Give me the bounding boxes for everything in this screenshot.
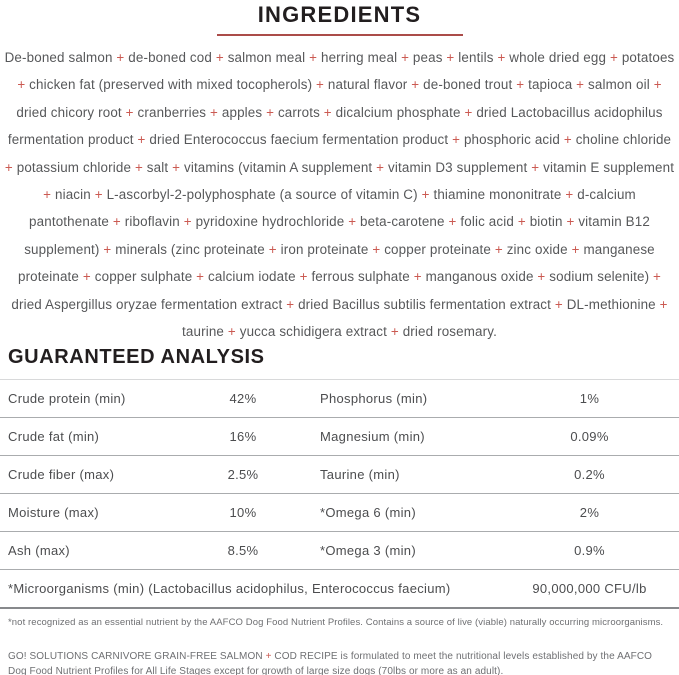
ingredient-item: potatoes [621, 50, 675, 65]
ingredient-item: natural flavor [327, 77, 408, 93]
ingredients-header [0, 0, 679, 36]
analysis-row-microorganisms [0, 570, 679, 609]
nutrient-value: 8.5% [227, 543, 259, 558]
plus-separator: + [206, 104, 222, 120]
ingredient-item: lentils [458, 50, 494, 65]
plus-separator: + [131, 159, 147, 175]
analysis-row [0, 494, 679, 532]
ingredient-item: dried Bacillus subtilis fermentation extract [298, 296, 552, 312]
plus-separator: + [4, 159, 17, 175]
plus-separator: + [490, 241, 507, 257]
plus-separator: + [192, 269, 209, 285]
nutrient-label: Moisture (max) [8, 505, 99, 520]
nutrient-label: *Microorganisms (min) (Lactobacillus acidophilus, Enterococcus faecium) [8, 581, 451, 596]
plus-separator: + [561, 187, 578, 203]
title-underline [217, 34, 463, 36]
ingredient-item: vitamin E supplement [543, 159, 675, 175]
ingredient-item: L-ascorbyl-2-polyphosphate (a source of vitamin C) [106, 187, 418, 203]
ingredient-item: apples [221, 104, 263, 120]
nutrient-value: 90,000,000 CFU/lb [532, 581, 647, 596]
ingredient-item: folic acid [460, 214, 514, 230]
nutrient-label: *Omega 6 (min) [320, 505, 416, 520]
ingredient-item: salmon meal [227, 50, 306, 65]
plus-separator: + [121, 104, 138, 120]
ingredient-item: de-boned cod [128, 50, 212, 65]
plus-separator: + [606, 50, 622, 65]
ingredient-item: phosphoric acid [463, 132, 560, 148]
plus-separator: + [368, 241, 385, 257]
plus-separator: + [211, 50, 228, 65]
ingredient-item: pyridoxine hydrochloride [195, 214, 345, 230]
ingredient-item: manganous oxide [425, 269, 534, 285]
ingredient-item: copper sulphate [94, 269, 193, 285]
ingredient-item: sodium selenite) [549, 269, 650, 285]
guaranteed-analysis-table [0, 379, 679, 609]
ingredient-item: cranberries [137, 104, 207, 120]
ingredient-item: d-calcium pantothenate [29, 187, 636, 230]
ingredients-title: INGREDIENTS [257, 2, 422, 27]
ingredient-item: beta-carotene [360, 214, 445, 230]
ingredient-item: chicken fat (preserved with mixed tocopherols) [29, 77, 313, 93]
plus-separator: + [282, 296, 299, 312]
ingredient-item: choline chloride [575, 132, 672, 148]
footnote-formulation [8, 649, 671, 675]
plus-separator: + [512, 77, 529, 93]
ingredient-item: yucca schidigera extract [239, 324, 387, 340]
ingredient-item: herring meal [320, 50, 398, 65]
analysis-row [0, 532, 679, 570]
plus-separator: + [17, 77, 30, 93]
plus-separator: + [344, 214, 361, 230]
plus-separator: + [655, 296, 668, 312]
ingredient-item: niacin [54, 187, 91, 203]
ingredient-item: manganese proteinate [17, 241, 655, 285]
nutrient-label: Magnesium (min) [320, 429, 425, 444]
plus-separator: + [649, 269, 662, 285]
plus-separator: + [513, 214, 530, 230]
ingredient-item: taurine [182, 324, 225, 340]
footnote-aafco: *not recognized as an essential nutrient by the AAFCO Dog Food Nutrient Profiles. Contains a source of live (viable) naturally occurring microorganisms. [8, 617, 664, 628]
ingredient-item: calcium iodate [208, 269, 296, 285]
ingredient-item: minerals (zinc proteinate [115, 241, 265, 257]
plus-separator: + [168, 159, 184, 175]
plus-separator: + [224, 324, 240, 340]
ingredient-item: whole dried egg [509, 50, 607, 65]
nutrient-value: 10% [229, 505, 257, 520]
nutrient-label: Crude fat (min) [8, 429, 100, 444]
plus-separator: + [386, 324, 403, 340]
plus-separator: + [397, 50, 413, 65]
ingredient-item: dried Lactobacillus acidophilus fermentation product [7, 104, 663, 148]
ingredient-item: dried chicory root [16, 104, 122, 120]
nutrient-value: 42% [229, 391, 257, 406]
nutrient-value: 0.2% [574, 467, 605, 482]
guaranteed-analysis-title: GUARANTEED ANALYSIS [8, 346, 265, 368]
plus-separator: + [448, 132, 464, 148]
plus-separator: + [262, 104, 278, 120]
analysis-row [0, 456, 679, 494]
nutrient-label: Taurine (min) [320, 467, 400, 482]
plus-separator: + [372, 159, 389, 175]
ingredient-item: De-boned salmon [4, 50, 113, 65]
ingredient-item: carrots [277, 104, 320, 120]
ingredient-item: potassium chloride [16, 159, 132, 175]
ingredient-item: dried rosemary. [402, 324, 497, 340]
plus-separator: + [319, 104, 336, 120]
analysis-row [0, 380, 679, 418]
nutrient-value: 0.9% [574, 543, 605, 558]
ingredient-item: tapioca [528, 77, 573, 93]
ingredient-item: de-boned trout [423, 77, 513, 93]
plus-separator: + [559, 132, 576, 148]
nutrient-label: *Omega 3 (min) [320, 543, 416, 558]
plus-separator: + [649, 77, 662, 93]
plus-separator: + [442, 50, 459, 65]
plus-separator: + [493, 50, 510, 65]
analysis-row [0, 418, 679, 456]
plus-separator: + [179, 214, 196, 230]
plus-separator: + [90, 187, 107, 203]
ingredient-item: vitamin D3 supplement [388, 159, 528, 175]
ingredient-item: iron proteinate [280, 241, 369, 257]
plus-separator: + [533, 269, 550, 285]
plus-separator: + [460, 104, 477, 120]
ingredients-text [3, 44, 676, 345]
nutrient-label: Crude fiber (max) [8, 467, 115, 482]
plus-separator: + [112, 50, 129, 65]
ingredient-item: biotin [529, 214, 563, 230]
ingredient-item: peas [412, 50, 443, 65]
ingredient-item: dicalcium phosphate [335, 104, 461, 120]
plus-separator: + [133, 132, 150, 148]
plus-separator: + [99, 241, 116, 257]
ingredient-item: thiamine mononitrate [433, 187, 562, 203]
plus-separator: + [551, 296, 567, 312]
plus-separator: + [79, 269, 95, 285]
plus-separator: + [572, 77, 589, 93]
plus-separator: + [312, 77, 328, 93]
ingredient-item: dried Enterococcus faecium fermentation product [149, 132, 449, 148]
footnote-part: COD RECIPE is formulated to meet the nutritional levels established by the AAFCO Dog Food Nutrient Profiles for All Life Stages except for growth of large size dogs (70lbs or more as an adult). [8, 651, 653, 675]
ingredient-item: salt [146, 159, 169, 175]
plus-separator: + [417, 187, 434, 203]
plus-separator: + [407, 77, 424, 93]
plus-separator: + [409, 269, 426, 285]
ingredient-item: zinc oxide [506, 241, 568, 257]
nutrient-label: Crude protein (min) [8, 391, 126, 406]
nutrient-label: Ash (max) [8, 543, 70, 558]
footnote-part: GO! SOLUTIONS CARNIVORE GRAIN-FREE SALMON [8, 651, 263, 662]
ingredient-item: salmon oil [588, 77, 650, 93]
nutrient-value: 1% [579, 391, 600, 406]
nutrient-label: Phosphorus (min) [320, 391, 428, 406]
plus-separator: + [527, 159, 544, 175]
ingredient-item: DL-methionine [566, 296, 656, 312]
nutrient-value: 16% [229, 429, 257, 444]
plus-separator: + [305, 50, 321, 65]
plus-separator: + [562, 214, 579, 230]
ingredient-item: dried Aspergillus oryzae fermentation extract [11, 296, 283, 312]
ingredient-item: vitamins (vitamin A supplement [183, 159, 373, 175]
ingredient-item: riboflavin [124, 214, 180, 230]
ingredient-item: vitamin B12 supplement) [24, 214, 650, 257]
plus-separator: + [109, 214, 125, 230]
plus-separator: + [264, 241, 281, 257]
plus-separator: + [295, 269, 312, 285]
ingredient-item: copper proteinate [384, 241, 491, 257]
plus-separator: + [43, 187, 55, 203]
nutrient-value: 2% [579, 505, 600, 520]
plus-separator: + [567, 241, 584, 257]
plus-separator: + [262, 651, 275, 662]
nutrient-value: 2.5% [227, 467, 259, 482]
ingredient-item: ferrous sulphate [311, 269, 410, 285]
plus-separator: + [444, 214, 461, 230]
nutrient-value: 0.09% [570, 429, 609, 444]
